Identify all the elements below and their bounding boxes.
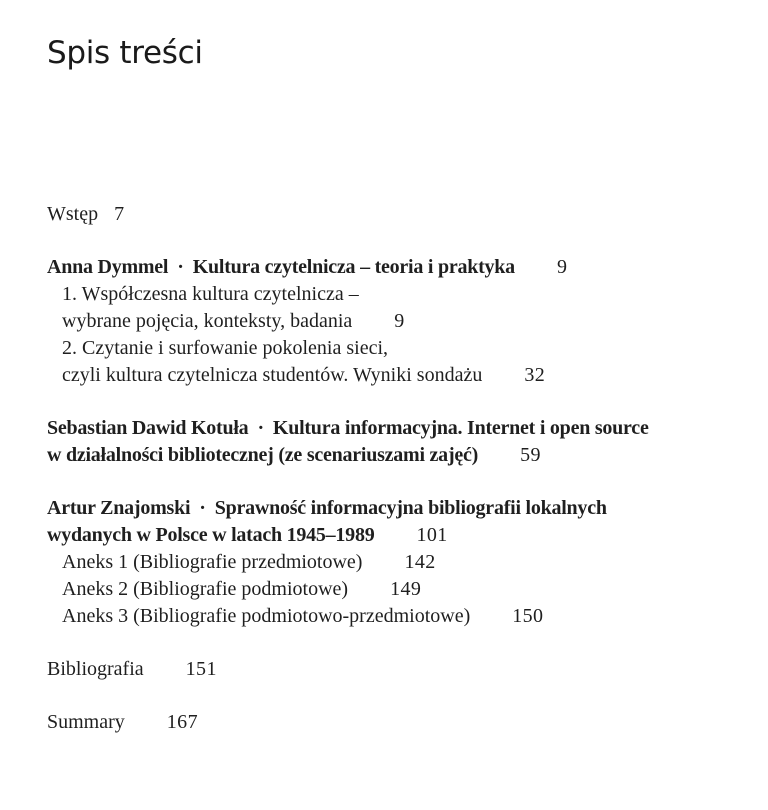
chapter-heading-line (47, 442, 728, 469)
author-name: Anna Dymmel (47, 256, 169, 278)
author-name: Sebastian Dawid Kotuła (47, 417, 249, 439)
sub-entry-line (62, 576, 728, 603)
page-number: 101 (416, 524, 448, 546)
page-number: 7 (114, 203, 125, 225)
page-number: 150 (512, 605, 544, 627)
entry-label: Bibliografia (47, 658, 144, 680)
chapter-heading-line (47, 522, 728, 549)
page-title: Spis treści (47, 35, 203, 71)
toc-entry-bibliografia (47, 656, 728, 683)
entry-label: Summary (47, 711, 125, 733)
toc-entry-kotula (47, 415, 728, 469)
chapter-heading-line (47, 415, 728, 442)
page-number: 149 (390, 578, 422, 600)
sub-entry-label: wybrane pojęcia, konteksty, badania (62, 310, 353, 332)
chapter-title: Kultura informacyjna. Internet i open source (272, 417, 649, 439)
toc-entry-summary (47, 709, 728, 736)
sub-entry-line (62, 362, 728, 389)
toc-line (47, 709, 728, 736)
chapter-heading-line (47, 254, 728, 281)
sub-entry-line (62, 308, 728, 335)
chapter-title-continued: w działalności bibliotecznej (ze scenariuszami zajęć) (47, 444, 479, 466)
sub-entry-label: 2. Czytanie i surfowanie pokolenia sieci, (62, 337, 389, 359)
page-number: 59 (520, 444, 541, 466)
sub-entry-label: Aneks 1 (Bibliografie przedmiotowe) (62, 551, 363, 573)
middot-separator: · (199, 497, 206, 519)
toc-list (47, 201, 728, 736)
toc-entry-dymmel (47, 254, 728, 389)
middot-separator: · (257, 417, 264, 439)
page-number: 167 (166, 711, 198, 733)
chapter-title-continued: wydanych w Polsce w latach 1945–1989 (47, 524, 375, 546)
page-number: 32 (524, 364, 546, 386)
page-number: 9 (394, 310, 405, 332)
sub-entry-label: Aneks 2 (Bibliografie podmiotowe) (62, 578, 349, 600)
toc-line (47, 201, 728, 228)
chapter-title: Kultura czytelnicza – teoria i praktyka (192, 256, 515, 278)
page-number: 9 (556, 256, 568, 278)
middot-separator: · (177, 256, 184, 278)
toc-entry-wstep (47, 201, 728, 228)
toc-entry-znajomski (47, 495, 728, 630)
sub-entry-line (62, 335, 728, 362)
sub-entry-label: czyli kultura czytelnicza studentów. Wyniki sondażu (62, 364, 483, 386)
chapter-title: Sprawność informacyjna bibliografii lokalnych (214, 497, 607, 519)
page-number: 142 (404, 551, 436, 573)
sub-entry-line (62, 603, 728, 630)
page-number: 151 (185, 658, 217, 680)
author-name: Artur Znajomski (47, 497, 191, 519)
sub-entry-line (62, 549, 728, 576)
sub-entry-label: Aneks 3 (Bibliografie podmiotowo-przedmiotowe) (62, 605, 471, 627)
chapter-heading-line (47, 495, 728, 522)
sub-entry-line (62, 281, 728, 308)
toc-line (47, 656, 728, 683)
sub-entry-label: 1. Współczesna kultura czytelnicza – (62, 283, 359, 305)
entry-label: Wstęp (47, 203, 99, 225)
